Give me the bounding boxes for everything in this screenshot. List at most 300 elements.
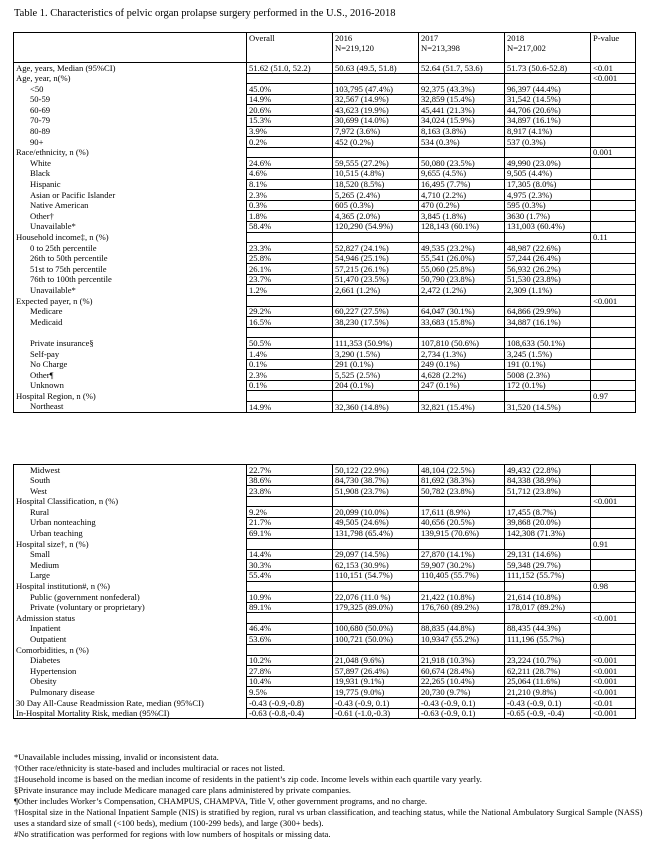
value-cell: 8,163 (3.8%) — [419, 126, 505, 137]
table-row — [14, 507, 636, 518]
value-cell: 10,9347 (55.2%) — [419, 634, 505, 645]
p-value-cell — [591, 560, 636, 571]
value-cell: 16,495 (7.7%) — [419, 179, 505, 190]
value-cell: 20,099 (10.0%) — [333, 507, 419, 518]
value-cell: 21,614 (10.8%) — [505, 592, 591, 603]
empty-cell — [505, 327, 591, 338]
table-row — [14, 528, 636, 539]
footnote: ¶Other includes Worker’s Compensation, CHAMPUS, CHAMPVA, Title V, other government programs, and no charge. — [14, 796, 428, 806]
p-value-cell — [591, 517, 636, 528]
section-label: Comorbidities, n (%) — [16, 644, 89, 655]
table-row — [14, 687, 636, 698]
value-cell: 9.5% — [247, 687, 333, 698]
value-cell: 45,441 (21.3%) — [419, 105, 505, 116]
value-cell: 120,290 (54.9%) — [333, 221, 419, 232]
value-cell: 51,712 (23.8%) — [505, 486, 591, 497]
value-cell: 172 (0.1%) — [505, 380, 591, 391]
value-cell: 21,918 (10.3%) — [419, 655, 505, 666]
p-value-cell — [591, 602, 636, 613]
row-label: Midwest — [30, 464, 61, 475]
value-cell: 23,224 (10.7%) — [505, 655, 591, 666]
row-label: Large — [30, 570, 50, 581]
value-cell: 2,734 (1.3%) — [419, 349, 505, 360]
section-row — [14, 539, 636, 550]
empty-cell — [419, 327, 505, 338]
value-cell: 8.1% — [247, 179, 333, 190]
value-cell: 56,932 (26.2%) — [505, 264, 591, 275]
empty-cell — [505, 391, 591, 402]
value-cell: 9,505 (4.4%) — [505, 168, 591, 179]
value-cell: 22,076 (11.0 %) — [333, 592, 419, 603]
row-label: 90+ — [30, 136, 44, 147]
p-value-cell: <0.001 — [591, 687, 636, 698]
footnote: †Other race/ethnicity is state-based and includes multiracial or races not listed. — [14, 763, 285, 773]
table-row — [14, 63, 636, 74]
value-cell: 49,432 (22.8%) — [505, 465, 591, 476]
value-cell: 20.6% — [247, 105, 333, 116]
value-cell: 131,798 (65.4%) — [333, 528, 419, 539]
p-value-cell — [591, 338, 636, 349]
row-label: In-Hospital Mortality Risk, median (95%CI) — [16, 708, 170, 718]
value-cell: 4,365 (2.0%) — [333, 211, 419, 222]
value-cell: 5,525 (2.5%) — [333, 370, 419, 381]
row-label: Medicaid — [30, 316, 63, 327]
value-cell: 247 (0.1%) — [419, 380, 505, 391]
value-cell: 33,683 (15.8%) — [419, 317, 505, 328]
p-value-cell — [591, 158, 636, 169]
value-cell: 59,555 (27.2%) — [333, 158, 419, 169]
row-label: Native American — [30, 200, 89, 211]
empty-cell — [333, 232, 419, 243]
value-cell: 10.4% — [247, 676, 333, 687]
row-label: Private (voluntary or proprietary) — [30, 602, 145, 613]
p-value-cell: <0.001 — [591, 655, 636, 666]
value-cell: -0.43 (-0.9, 0.1) — [505, 698, 591, 709]
value-cell: 0.1% — [247, 359, 333, 370]
value-cell: 40,656 (20.5%) — [419, 517, 505, 528]
column-header: 2018 N=217,002 — [505, 33, 591, 63]
empty-cell — [333, 645, 419, 656]
column-header: 2016 N=219,120 — [333, 33, 419, 63]
value-cell: 29,097 (14.5%) — [333, 549, 419, 560]
p-value-cell: <0.01 — [591, 63, 636, 74]
row-label: Unavailable* — [30, 284, 76, 295]
value-cell: 10.2% — [247, 655, 333, 666]
value-cell: 178,017 (89.2%) — [505, 602, 591, 613]
value-cell: 20,730 (9.7%) — [419, 687, 505, 698]
value-cell: 291 (0.1%) — [333, 359, 419, 370]
table-row — [14, 105, 636, 116]
value-cell: 50,122 (22.9%) — [333, 465, 419, 476]
value-cell: 64,047 (30.1%) — [419, 306, 505, 317]
value-cell: 4,710 (2.2%) — [419, 190, 505, 201]
table-row — [14, 359, 636, 370]
row-label: Urban nonteaching — [30, 517, 96, 528]
empty-cell — [247, 391, 333, 402]
table-row — [14, 380, 636, 391]
empty-cell — [591, 327, 636, 338]
value-cell: 57,897 (26.4%) — [333, 666, 419, 677]
value-cell: 4.6% — [247, 168, 333, 179]
empty-cell — [333, 496, 419, 507]
value-cell: 25.8% — [247, 253, 333, 264]
value-cell: 34,024 (15.9%) — [419, 115, 505, 126]
value-cell: 30,699 (14.0%) — [333, 115, 419, 126]
row-label: West — [30, 485, 47, 496]
table-row — [14, 560, 636, 571]
table-row — [14, 570, 636, 581]
empty-cell — [247, 539, 333, 550]
value-cell: 51,908 (23.7%) — [333, 486, 419, 497]
value-cell: 176,760 (89.2%) — [419, 602, 505, 613]
row-label: Self-pay — [30, 348, 60, 359]
section-row — [14, 296, 636, 307]
value-cell: 3630 (1.7%) — [505, 211, 591, 222]
value-cell: 0.2% — [247, 137, 333, 148]
value-cell: 21.7% — [247, 517, 333, 528]
section-row — [14, 645, 636, 656]
p-value-cell — [591, 179, 636, 190]
value-cell: 51.62 (51.0, 52.2) — [247, 63, 333, 74]
value-cell: 111,196 (55.7%) — [505, 634, 591, 645]
row-label: Hispanic — [30, 179, 61, 190]
value-cell: 191 (0.1%) — [505, 359, 591, 370]
empty-cell — [505, 296, 591, 307]
row-label: Medicare — [30, 306, 63, 317]
value-cell: 53.6% — [247, 634, 333, 645]
p-value-cell: 0.001 — [591, 147, 636, 158]
value-cell: 88,435 (44.3%) — [505, 623, 591, 634]
value-cell: 92,375 (43.3%) — [419, 84, 505, 95]
row-label: Private insurance§ — [30, 337, 94, 348]
footnotes — [14, 752, 654, 840]
p-value-cell — [591, 190, 636, 201]
table-row — [14, 655, 636, 666]
row-label: Age, years, Median (95%CI) — [16, 62, 116, 73]
table-row — [14, 317, 636, 328]
value-cell: 51.73 (50.6-52.8) — [505, 63, 591, 74]
p-value-cell — [591, 528, 636, 539]
value-cell: 204 (0.1%) — [333, 380, 419, 391]
value-cell: 15.3% — [247, 115, 333, 126]
section-row — [14, 232, 636, 243]
value-cell: 107,810 (50.6%) — [419, 338, 505, 349]
value-cell: 5,265 (2.4%) — [333, 190, 419, 201]
value-cell: 605 (0.3%) — [333, 200, 419, 211]
p-value-cell — [591, 507, 636, 518]
table-row — [14, 243, 636, 254]
table-row — [14, 338, 636, 349]
value-cell: 62,153 (30.9%) — [333, 560, 419, 571]
value-cell: 39,868 (20.0%) — [505, 517, 591, 528]
empty-cell — [247, 232, 333, 243]
section-label: Hospital institution#, n (%) — [16, 581, 111, 592]
value-cell: 43,623 (19.9%) — [333, 105, 419, 116]
empty-cell — [505, 581, 591, 592]
p-value-cell — [591, 200, 636, 211]
value-cell: 44,706 (20.6%) — [505, 105, 591, 116]
value-cell: 23.7% — [247, 274, 333, 285]
row-label: Public (government nonfederal) — [30, 591, 140, 602]
table-row — [14, 274, 636, 285]
row-label: No Charge — [30, 359, 68, 370]
table-row — [14, 349, 636, 360]
table-row — [14, 158, 636, 169]
table-row — [14, 221, 636, 232]
value-cell: 1.2% — [247, 285, 333, 296]
row-label: Obesity — [30, 676, 57, 687]
table-row — [14, 666, 636, 677]
table-row — [14, 486, 636, 497]
value-cell: 17,305 (8.0%) — [505, 179, 591, 190]
row-label: Inpatient — [30, 623, 61, 634]
section-row — [14, 581, 636, 592]
table-row — [14, 465, 636, 476]
value-cell: 110,151 (54.7%) — [333, 570, 419, 581]
value-cell: 139,915 (70.6%) — [419, 528, 505, 539]
table-part-1 — [13, 32, 636, 413]
section-row — [14, 147, 636, 158]
value-cell: 0.3% — [247, 200, 333, 211]
value-cell: 50.5% — [247, 338, 333, 349]
section-row — [14, 613, 636, 624]
p-value-cell: 0.91 — [591, 539, 636, 550]
table-row — [14, 126, 636, 137]
value-cell: 10.9% — [247, 592, 333, 603]
row-label: 0 to 25th percentile — [30, 242, 97, 253]
value-cell: 2,661 (1.2%) — [333, 285, 419, 296]
value-cell: 108,633 (50.1%) — [505, 338, 591, 349]
value-cell: 537 (0.3%) — [505, 137, 591, 148]
p-value-cell — [591, 274, 636, 285]
value-cell: 32,859 (15.4%) — [419, 94, 505, 105]
value-cell: 8,917 (4.1%) — [505, 126, 591, 137]
value-cell: 0.1% — [247, 380, 333, 391]
value-cell: 5008 (2.3%) — [505, 370, 591, 381]
table-row — [14, 253, 636, 264]
table-row — [14, 634, 636, 645]
value-cell: 24.6% — [247, 158, 333, 169]
row-label: White — [30, 157, 51, 168]
value-cell: 9,655 (4.5%) — [419, 168, 505, 179]
empty-cell — [247, 296, 333, 307]
empty-cell — [333, 391, 419, 402]
p-value-cell — [591, 592, 636, 603]
empty-cell — [505, 645, 591, 656]
value-cell: 29,131 (14.6%) — [505, 549, 591, 560]
p-value-cell: <0.001 — [591, 708, 636, 719]
p-value-cell — [591, 126, 636, 137]
table-row — [14, 475, 636, 486]
header-empty — [14, 33, 247, 63]
section-row — [14, 496, 636, 507]
value-cell: 1.4% — [247, 349, 333, 360]
empty-cell — [333, 539, 419, 550]
p-value-cell — [591, 634, 636, 645]
value-cell: 50,782 (23.8%) — [419, 486, 505, 497]
value-cell: 88,835 (44.8%) — [419, 623, 505, 634]
table-row — [14, 179, 636, 190]
value-cell: 2.3% — [247, 190, 333, 201]
row-label: Urban teaching — [30, 528, 83, 539]
value-cell: 19,775 (9.0%) — [333, 687, 419, 698]
footnote: #No stratification was performed for regions with low numbers of hospitals or missing data. — [14, 829, 331, 839]
empty-cell — [505, 496, 591, 507]
value-cell: 49,990 (23.0%) — [505, 158, 591, 169]
row-label: Diabetes — [30, 655, 61, 666]
row-label: 80-89 — [30, 126, 51, 137]
value-cell: 27,870 (14.1%) — [419, 549, 505, 560]
row-label: <50 — [30, 83, 44, 94]
value-cell: 111,152 (55.7%) — [505, 570, 591, 581]
p-value-cell — [591, 570, 636, 581]
table-row — [14, 698, 636, 709]
value-cell: 2,309 (1.1%) — [505, 285, 591, 296]
row-label: Unavailable* — [30, 221, 76, 232]
p-value-cell — [591, 306, 636, 317]
table-row — [14, 285, 636, 296]
value-cell: 89.1% — [247, 602, 333, 613]
row-label: Medium — [30, 559, 60, 570]
table-row — [14, 623, 636, 634]
value-cell: 54,946 (25.1%) — [333, 253, 419, 264]
value-cell: 3.9% — [247, 126, 333, 137]
value-cell: -0.61 (-1.0,-0.3) — [333, 708, 419, 719]
row-label: Unknown — [30, 380, 64, 391]
empty-cell — [333, 581, 419, 592]
value-cell: 103,795 (47.4%) — [333, 84, 419, 95]
p-value-cell — [591, 243, 636, 254]
empty-cell — [419, 296, 505, 307]
empty-cell — [247, 147, 333, 158]
value-cell: 534 (0.3%) — [419, 137, 505, 148]
empty-cell — [333, 147, 419, 158]
p-value-cell — [591, 623, 636, 634]
value-cell: 55.4% — [247, 570, 333, 581]
empty-cell — [333, 296, 419, 307]
value-cell: 9.2% — [247, 507, 333, 518]
empty-cell — [247, 645, 333, 656]
table-row — [14, 402, 636, 413]
row-label: Other† — [30, 210, 54, 221]
value-cell: 25,064 (11.6%) — [505, 676, 591, 687]
section-label: Race/ethnicity, n (%) — [16, 147, 89, 158]
table-row — [14, 602, 636, 613]
empty-cell — [419, 391, 505, 402]
section-label: Hospital Region, n (%) — [16, 390, 96, 401]
table-row — [14, 592, 636, 603]
empty-cell — [505, 147, 591, 158]
value-cell: 14.4% — [247, 549, 333, 560]
empty-cell — [247, 496, 333, 507]
section-label: Admission status — [16, 612, 75, 623]
empty-cell — [247, 581, 333, 592]
p-value-cell — [591, 370, 636, 381]
value-cell: 59,348 (29.7%) — [505, 560, 591, 571]
section-label: Hospital size†, n (%) — [16, 538, 89, 549]
value-cell: 110,405 (55.7%) — [419, 570, 505, 581]
p-value-cell: 0.97 — [591, 391, 636, 402]
footnote: ‡Household income is based on the median income of residents in the patient’s zip code. Income levels within each quartile vary yearly. — [14, 774, 482, 784]
value-cell: 142,308 (71.3%) — [505, 528, 591, 539]
row-label: Pulmonary disease — [30, 686, 95, 697]
section-label: Household income‡, n (%) — [16, 232, 109, 242]
empty-cell — [333, 73, 419, 84]
value-cell: 21,048 (9.6%) — [333, 655, 419, 666]
empty-cell — [419, 73, 505, 84]
value-cell: 34,897 (16.1%) — [505, 115, 591, 126]
p-value-cell — [591, 285, 636, 296]
value-cell: 96,397 (44.4%) — [505, 84, 591, 95]
value-cell: 26.1% — [247, 264, 333, 275]
value-cell: 7,972 (3.6%) — [333, 126, 419, 137]
value-cell: -0.43 (-0.9,-0.8) — [247, 698, 333, 709]
value-cell: 452 (0.2%) — [333, 137, 419, 148]
value-cell: -0.43 (-0.9, 0.1) — [419, 698, 505, 709]
value-cell: 32,567 (14.9%) — [333, 94, 419, 105]
value-cell: 23.8% — [247, 486, 333, 497]
p-value-cell — [591, 349, 636, 360]
value-cell: 31,520 (14.5%) — [505, 402, 591, 413]
p-value-cell — [591, 115, 636, 126]
empty-cell — [505, 232, 591, 243]
p-value-cell — [591, 137, 636, 148]
value-cell: 179,325 (89.0%) — [333, 602, 419, 613]
empty-cell — [247, 73, 333, 84]
table-row — [14, 211, 636, 222]
value-cell: 46.4% — [247, 623, 333, 634]
value-cell: 45.0% — [247, 84, 333, 95]
value-cell: 3,290 (1.5%) — [333, 349, 419, 360]
value-cell: 38.6% — [247, 475, 333, 486]
row-label: Outpatient — [30, 634, 67, 644]
value-cell: 23.3% — [247, 243, 333, 254]
value-cell: 128,143 (60.1%) — [419, 221, 505, 232]
table-row — [14, 708, 636, 719]
table-caption: Table 1. Characteristics of pelvic organ prolapse surgery performed in the U.S., 2016-2018 — [14, 8, 396, 19]
value-cell: 50,790 (23.8%) — [419, 274, 505, 285]
p-value-cell: <0.001 — [591, 496, 636, 507]
value-cell: 18,520 (8.5%) — [333, 179, 419, 190]
p-value-cell — [591, 84, 636, 95]
p-value-cell — [591, 253, 636, 264]
value-cell: 48,104 (22.5%) — [419, 465, 505, 476]
value-cell: 10,515 (4.8%) — [333, 168, 419, 179]
table-row — [14, 264, 636, 275]
value-cell: 22.7% — [247, 465, 333, 476]
value-cell: 60,227 (27.5%) — [333, 306, 419, 317]
table-row — [14, 200, 636, 211]
p-value-cell: <0.001 — [591, 613, 636, 624]
table-row — [14, 168, 636, 179]
value-cell: 69.1% — [247, 528, 333, 539]
empty-cell — [419, 645, 505, 656]
value-cell: 30.3% — [247, 560, 333, 571]
p-value-cell — [591, 645, 636, 656]
value-cell: 64,866 (29.9%) — [505, 306, 591, 317]
table-part-2 — [13, 464, 636, 719]
value-cell: 19,931 (9.1%) — [333, 676, 419, 687]
p-value-cell: <0.001 — [591, 676, 636, 687]
value-cell: 4,628 (2.2%) — [419, 370, 505, 381]
empty-cell — [247, 613, 333, 624]
value-cell: 84,730 (38.7%) — [333, 475, 419, 486]
empty-cell — [419, 613, 505, 624]
footnote: *Unavailable includes missing, invalid or inconsistent data. — [14, 752, 219, 762]
value-cell: 32,360 (14.8%) — [333, 402, 419, 413]
p-value-cell — [591, 380, 636, 391]
value-cell: 3,845 (1.8%) — [419, 211, 505, 222]
